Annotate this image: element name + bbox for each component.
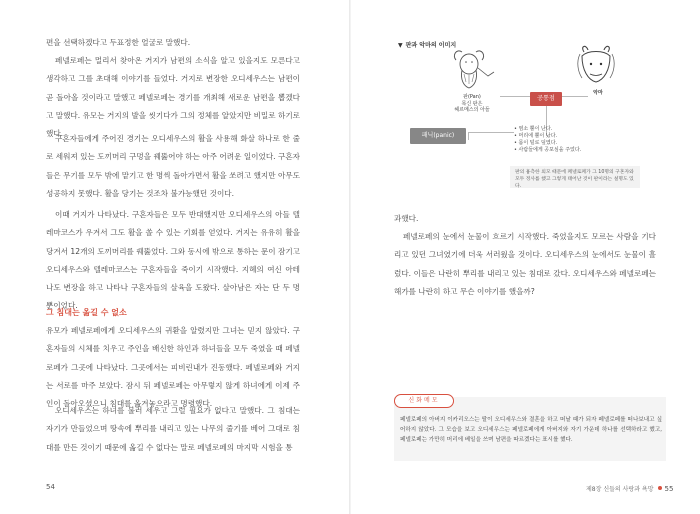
body-paragraph: 페넬로페의 눈에서 눈물이 흐르기 시작했다. 죽었을지도 모르는 사람을 기다리고 있던 그녀였기에 더욱 서러웠을 것이다. 오디세우스의 눈에서도 눈물이 흘렀다. 이들은 나란히 뿌리를 내리고 있는 침대로 갔다. 오디세우스와 페넬로페는 해가를 나란히 하고 무슨 이야기를 했을까? <box>394 232 656 296</box>
page-number: 54 <box>46 483 55 491</box>
figure-caption: 판의 흉측한 외모 때문에 페넬로페가 그 10명의 구혼자와 모두 정사를 했고 그렇게 태어난 것이 판이라는 설명도 있다. <box>510 166 640 188</box>
body-paragraph: 이때 거지가 나타났다. 구혼자들은 모두 반대했지만 오디세우스의 아들 텔레마코스가 우겨서 그도 활을 쏠 수 있는 기회를 얻었다. 거지는 유유히 활을 당겨서 12개의 도끼머리를 꿰뚫었다. 그와 동시에 밖으로 통하는 문이 잠기고 오디세우스와 텔레마코스는 구혼자들을 죽이기 시작했다. 지혜의 여신 아테나도 변장을 하고 나타나 구혼자들의 살육을 도왔다. 살아남은 자는 단 두 명뿐이었다. <box>46 210 300 311</box>
running-head: 제8장 신들의 사랑과 욕망 55 <box>586 485 674 493</box>
body-paragraph: 오디세우스는 하녀를 불러 세우고 그럴 필요가 없다고 말했다. 그 침대는 자기가 만들었으며 땅속에 뿌리를 내리고 있는 나무의 줄기를 베어 그대로 침대를 만든 것이기 때문에 옮길 수 없다는 말로 페넬로페의 마지막 시험을 통 <box>46 406 300 452</box>
body-paragraph: 과했다. <box>394 214 419 223</box>
list-item: • 머리에 뿔이 났다. <box>514 133 634 140</box>
panic-box: 패닉(panic) <box>410 128 466 144</box>
connector-line <box>468 132 514 133</box>
section-title: 그 침대는 옮길 수 없소 <box>46 308 127 317</box>
body-paragraph: 유모가 페넬로페에게 오디세우스의 귀환을 알렸지만 그녀는 믿지 않았다. 구혼자들의 시체를 치우고 주인을 배신한 하인과 하녀들을 모두 죽였을 때 페넬로페가 그곳에 나타났다. 그곳에서는 피비린내가 진동했다. 페넬로페와 거지는 서로를 마주 보았다. 잠시 뒤 페넬로페는 아무렇지 않게 하녀에게 이제 주인이 돌아오셨으니 침대를 옮겨놓으라고 명령했다. <box>46 326 300 409</box>
body-paragraph: 페넬로페는 멀리서 찾아온 거지가 남편의 소식을 알고 있을지도 모른다고 생각하고 그를 초대해 이야기를 들었다. 거지로 변장한 오디세우스는 남편이 곧 돌아올 것이라고 말했고 페넬로페는 경기를 개최해 새로운 남편을 뽑겠다고 말했다. 유모는 거지의 발을 씻기다가 그의 정체를 알았지만 비밀로 하기로 했다. <box>46 56 300 139</box>
connector-line <box>468 132 469 140</box>
devil-illustration <box>574 44 620 86</box>
pan-label: 판(Pan) 목신 판은 헤르메스의 아들 <box>454 94 490 113</box>
body-paragraph: 편을 선택하겠다고 두표정한 얼굴로 말했다. <box>46 38 191 47</box>
list-item: • 사람들에게 공포심을 주었다. <box>514 147 634 154</box>
body-paragraph: 구혼자들에게 주어진 경기는 오디세우스의 활을 사용해 화살 하나로 한 줄로 세워져 있는 도끼머리 구멍을 꿰뚫어야 하는 아주 어려운 일이었다. 구혼자들은 무기를 모두 밖에 맡기고 한 명씩 돌아가면서 활을 쏘려고 했지만 아무도 성공하지 못했다. 활을 당기는 것조차 불가능했던 것이다. <box>46 134 300 198</box>
figure-title: ▼ 판과 악마의 이미지 <box>398 42 457 49</box>
pan-illustration <box>442 46 500 94</box>
list-item: • 몸이 털로 덮였다. <box>514 140 634 147</box>
devil-label: 악마 <box>593 90 603 96</box>
common-point-box: 공통점 <box>530 92 562 106</box>
common-points-list <box>514 126 634 154</box>
myth-memo-box <box>394 397 666 461</box>
triangle-icon: ▼ <box>398 42 403 49</box>
connector-line <box>562 96 588 97</box>
bullet-dot-icon <box>658 486 662 490</box>
list-item: • 염소 뿔이 난다. <box>514 126 634 133</box>
memo-tab: 신화메모 <box>394 394 454 408</box>
connector-line <box>500 96 530 97</box>
memo-text: 페넬로페의 아버지 이카리오스는 딸이 오디세우스와 결혼을 하고 떠날 때가 되자 페넬로페를 떠나보내고 싶어하지 않았다. 그 모습을 보고 오디세우스는 페넬로페에게 아버지와 자기 가운데 하나를 선택하라고 했고, 페넬로페는 가만히 머리에 베일을 쓰며 남편을 따르겠다는 표시를 했다. <box>400 417 662 443</box>
